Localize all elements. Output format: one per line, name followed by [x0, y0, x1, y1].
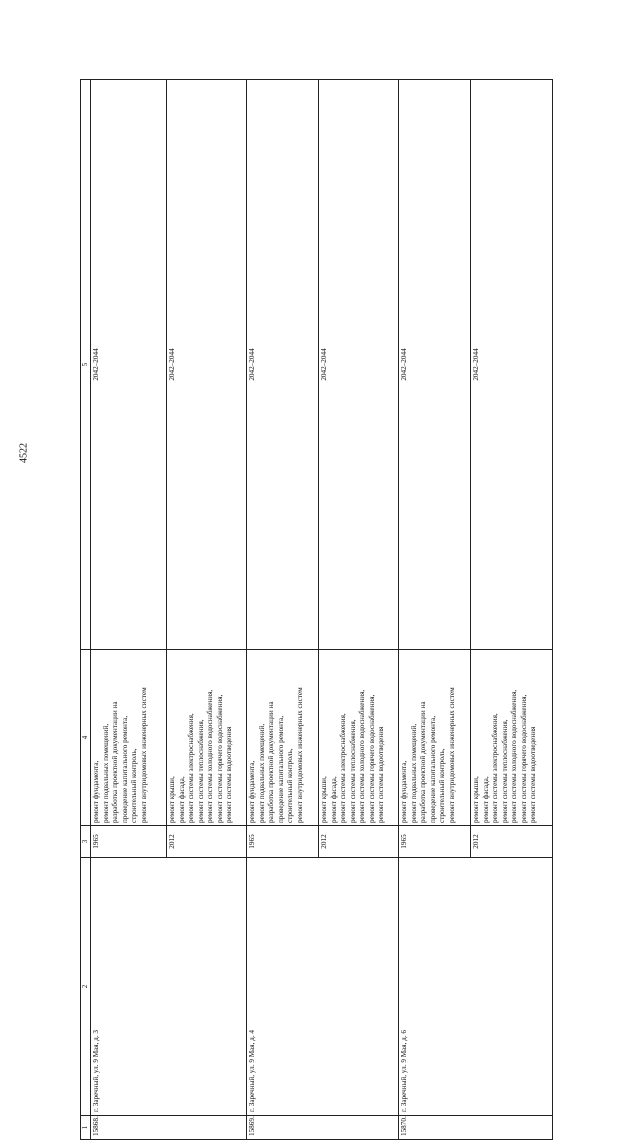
work-item: строительный контроль,	[438, 748, 447, 823]
work-item: ремонт крыши,	[168, 776, 177, 823]
address: г. Заречный, ул. 9 Мая, д. 4	[247, 858, 399, 1116]
work-item: ремонт системы водоотведения	[529, 726, 538, 823]
work-item: ремонт подвальных помещений,	[101, 723, 110, 823]
work-item: ремонт системы водоотведения	[377, 726, 386, 823]
year: 1965	[399, 826, 471, 858]
works-list	[91, 650, 167, 826]
work-item: ремонт внутридомовых инженерных систем	[295, 687, 304, 823]
work-item: ремонт системы теплоснабжения,	[196, 719, 205, 823]
work-item: строительный контроль,	[286, 748, 295, 823]
work-item: разработка проектной документации на	[419, 701, 428, 823]
work-item: ремонт системы электроснабжения,	[491, 713, 500, 823]
work-item: разработка проектной документации на	[111, 701, 120, 823]
works-list	[319, 650, 399, 826]
work-item: ремонт внутридомовых инженерных систем	[447, 687, 456, 823]
capital-repair-table	[80, 79, 553, 1140]
address: г. Заречный, ул. 9 Мая, д. 3	[91, 858, 247, 1116]
address: г. Заречный, ул. 9 Мая, д. 6	[399, 858, 553, 1116]
work-item: ремонт фасада,	[177, 776, 186, 823]
work-item: ремонт фундамента,	[248, 760, 257, 823]
table-row	[247, 80, 319, 1140]
work-item: ремонт системы электроснабжения,	[339, 713, 348, 823]
row-number: 15868.	[91, 1116, 247, 1140]
rotated-table-container	[80, 80, 545, 1140]
work-item: проведение капитального ремонта,	[428, 715, 437, 823]
row-number: 15870.	[399, 1116, 553, 1140]
work-item: ремонт подвальных помещений,	[257, 723, 266, 823]
header-row	[81, 80, 91, 1140]
header-col-3: 3	[81, 826, 91, 858]
table-row	[91, 80, 167, 1140]
work-item: ремонт внутридомовых инженерных систем	[139, 687, 148, 823]
repair-period: 2042–2044	[167, 80, 247, 650]
works-list	[167, 650, 247, 826]
work-item: ремонт фасада,	[481, 776, 490, 823]
work-item: разработка проектной документации на	[267, 701, 276, 823]
year: 1965	[91, 826, 167, 858]
work-item: ремонт фасада,	[329, 776, 338, 823]
work-item: ремонт системы электроснабжения,	[187, 713, 196, 823]
work-item: ремонт крыши,	[320, 776, 329, 823]
work-item: ремонт системы холодного водоснабжения,	[510, 689, 519, 823]
header-col-1: 1	[81, 1116, 91, 1140]
page-number: 4522	[18, 443, 30, 463]
header-col-2: 2	[81, 858, 91, 1116]
work-item: ремонт системы водоотведения	[225, 726, 234, 823]
work-item: проведение капитального ремонта,	[276, 715, 285, 823]
repair-period: 2042–2044	[247, 80, 319, 650]
table-row	[399, 80, 471, 1140]
repair-period: 2042–2044	[91, 80, 167, 650]
work-item: ремонт системы холодного водоснабжения,	[206, 689, 215, 823]
header-col-4: 4	[81, 650, 91, 826]
work-item: ремонт системы горячего водоснабжения,	[367, 694, 376, 823]
work-item: ремонт системы горячего водоснабжения,	[519, 694, 528, 823]
row-number: 15869.	[247, 1116, 399, 1140]
work-item: строительный контроль,	[130, 748, 139, 823]
year: 1965	[247, 826, 319, 858]
work-item: ремонт фундамента,	[400, 760, 409, 823]
year: 2012	[319, 826, 399, 858]
repair-period: 2042–2044	[399, 80, 471, 650]
year: 2012	[167, 826, 247, 858]
repair-period: 2042–2044	[319, 80, 399, 650]
work-item: ремонт фундамента,	[92, 760, 101, 823]
work-item: проведение капитального ремонта,	[120, 715, 129, 823]
repair-period: 2042–2044	[471, 80, 553, 650]
work-item: ремонт крыши,	[472, 776, 481, 823]
works-list	[399, 650, 471, 826]
work-item: ремонт системы горячего водоснабжения,	[215, 694, 224, 823]
works-list	[471, 650, 553, 826]
works-list	[247, 650, 319, 826]
year: 2012	[471, 826, 553, 858]
work-item: ремонт системы теплоснабжения,	[348, 719, 357, 823]
work-item: ремонт системы холодного водоснабжения,	[358, 689, 367, 823]
work-item: ремонт системы теплоснабжения,	[500, 719, 509, 823]
header-col-5: 5	[81, 80, 91, 650]
work-item: ремонт подвальных помещений,	[409, 723, 418, 823]
